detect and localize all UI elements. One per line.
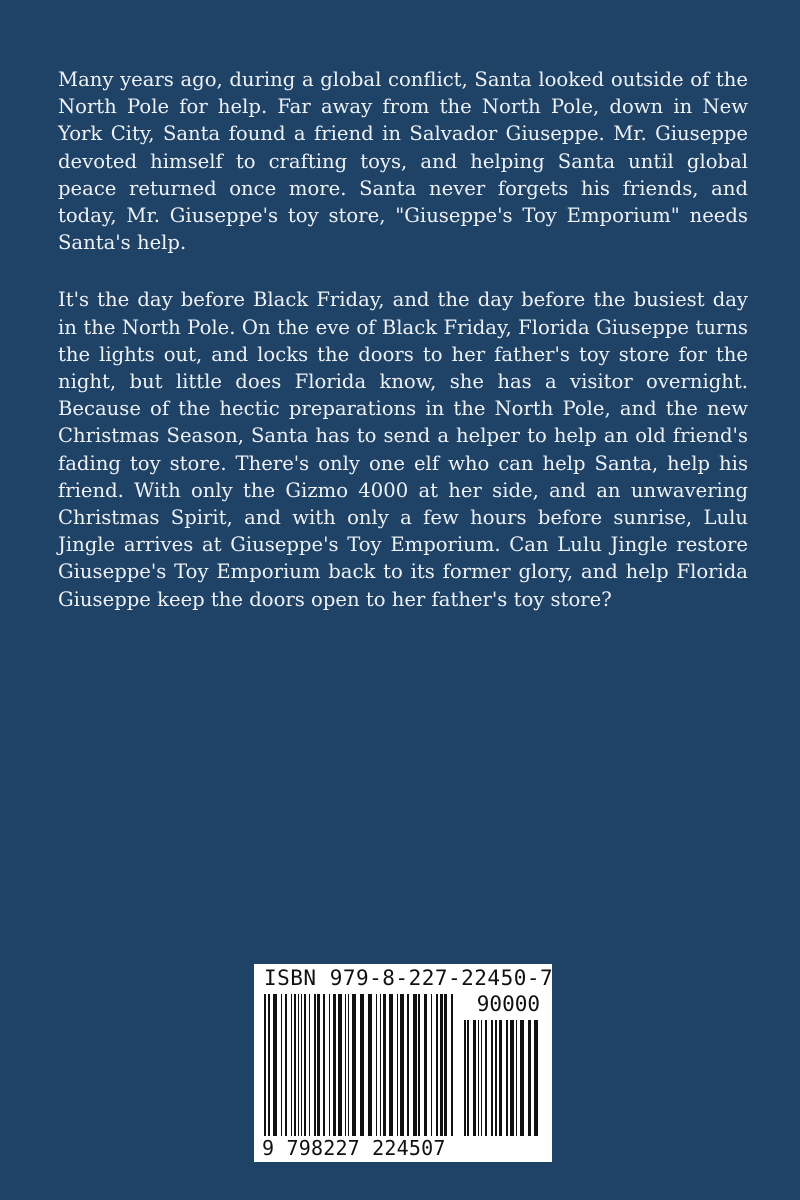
barcode-bar xyxy=(285,994,287,1136)
barcode-bar xyxy=(528,1020,531,1136)
isbn-barcode xyxy=(254,964,552,1162)
barcode-bar xyxy=(534,1020,538,1136)
barcode-bar xyxy=(268,994,270,1136)
barcode-bar xyxy=(264,994,266,1136)
barcode-bar xyxy=(478,1020,479,1136)
barcode-bar xyxy=(281,994,282,1136)
barcode-bar xyxy=(380,994,381,1136)
barcode-bar xyxy=(304,994,306,1136)
barcode-bar xyxy=(499,1020,502,1136)
barcode-bar xyxy=(317,994,320,1136)
barcode-bar xyxy=(301,994,302,1136)
addon-bars xyxy=(464,1020,542,1136)
barcode-bar xyxy=(329,994,330,1136)
isbn-label: ISBN 979-8-227-22450-7 xyxy=(264,966,554,990)
barcode-bar xyxy=(491,1020,493,1136)
barcode-bar xyxy=(424,994,427,1136)
barcode-bar xyxy=(291,994,292,1136)
barcode-bar xyxy=(298,994,299,1136)
barcode-bar xyxy=(451,994,453,1136)
barcode-bar xyxy=(506,1020,508,1136)
barcode-bar xyxy=(520,1020,524,1136)
barcode-bar xyxy=(431,994,432,1136)
barcode-bar xyxy=(345,994,346,1136)
barcode-bar xyxy=(510,1020,514,1136)
barcode-bar xyxy=(418,994,420,1136)
barcode-bar xyxy=(397,994,398,1136)
barcode-bar xyxy=(400,994,404,1136)
barcode-bar xyxy=(294,994,296,1136)
barcode-bar xyxy=(467,1020,469,1136)
barcode-bar xyxy=(413,994,417,1136)
barcode-bar xyxy=(309,994,310,1136)
barcode-bar xyxy=(473,1020,476,1136)
barcode-bar xyxy=(383,994,386,1136)
blurb-paragraph-1: Many years ago, during a global conflict, Santa looked outside of the North Pole for help. Far away from the North Pole, down in New York City, Santa found a friend in Salvador Giuseppe. Mr. Giuseppe devoted himself to crafting toys, and helping Santa until global peace returned once more. Santa never forgets his friends, and today, Mr. Giuseppe's toy store, "Giuseppe's Toy Emporium" needs Santa's help. xyxy=(58,68,748,255)
barcode-bar xyxy=(481,1020,482,1136)
ean-bars xyxy=(264,994,456,1136)
barcode-bar xyxy=(333,994,336,1136)
barcode-bar xyxy=(338,994,342,1136)
price-code: 90000 xyxy=(476,992,540,1016)
blurb-paragraph-2: It's the day before Black Friday, and the day before the busiest day in the North Pole. On the eve of Black Friday, Florida Giuseppe turns the lights out, and locks the doors to her father's toy store for the night, but little does Florida know, she has a visitor overnight. Because of the hectic preparations in the North Pole, and the new Christmas Season, Santa has to send a helper to help an old friend's fading toy store. There's only one elf who can help Santa, help his friend. With only the Gizmo 4000 at her side, and an unwavering Christmas Spirit, and with only a few hours before sunrise, Lulu Jingle arrives at Giuseppe's Toy Emporium. Can Lulu Jingle restore Giuseppe's Toy Emporium back to its former glory, and help Florida Giuseppe keep the doors open to her father's toy store? xyxy=(58,288,748,611)
barcode-bar xyxy=(495,1020,497,1136)
barcode-bar xyxy=(360,994,364,1136)
barcode-bar xyxy=(273,994,277,1136)
barcode-bar xyxy=(323,994,325,1136)
barcode-bar xyxy=(352,994,356,1136)
barcode-bar xyxy=(389,994,393,1136)
barcode-bar xyxy=(485,1020,487,1136)
barcode-bar xyxy=(348,994,349,1136)
barcode-bar xyxy=(436,994,438,1136)
barcode-bar xyxy=(516,1020,517,1136)
barcode-bar xyxy=(368,994,372,1136)
barcode-bar xyxy=(444,994,447,1136)
barcode-bar xyxy=(464,1020,466,1136)
ean-digits: 9 798227 224507 xyxy=(262,1136,446,1160)
barcode-bar xyxy=(440,994,443,1136)
book-blurb xyxy=(58,66,748,643)
barcode-bar xyxy=(376,994,377,1136)
barcode-bar xyxy=(407,994,409,1136)
barcode-bar xyxy=(314,994,316,1136)
